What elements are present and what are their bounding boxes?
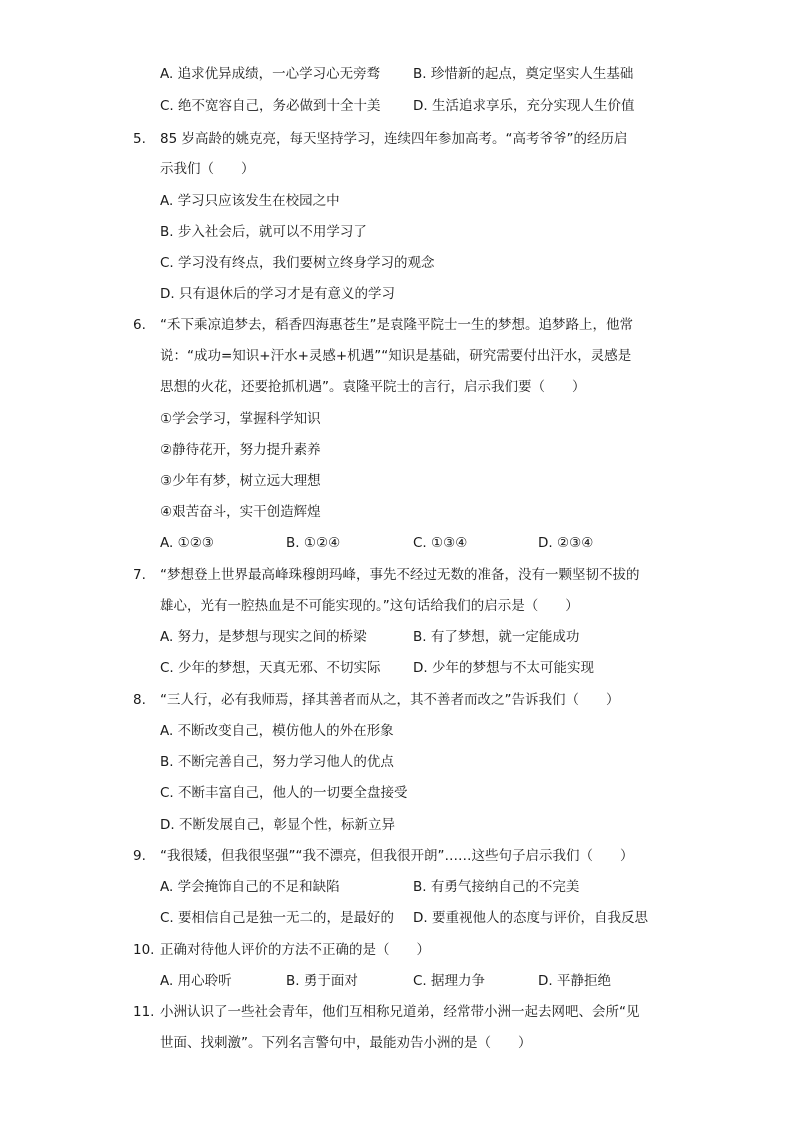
q5-number: 5. — [133, 131, 146, 147]
q10-option-b: B. 勇于面对 — [286, 973, 358, 989]
q4-option-a: A. 追求优异成绩，一心学习心无旁骛 — [160, 66, 381, 82]
q7-stem-line-1: “梦想登上世界最高峰珠穆朗玛峰，事先不经过无数的准备，没有一颗坚韧不拔的 — [160, 567, 640, 583]
q8-option-b: B. 不断完善自己，努力学习他人的优点 — [160, 754, 394, 770]
q7-option-b: B. 有了梦想，就一定能成功 — [413, 629, 580, 645]
q6-statement-2: ②静待花开，努力提升素养 — [160, 442, 321, 458]
q6-stem-line-1: “禾下乘凉追梦去，稻香四海惠苍生”是袁隆平院士一生的梦想。追梦路上，他常 — [160, 317, 633, 333]
q6-statement-3: ③少年有梦，树立远大理想 — [160, 473, 321, 489]
q5-option-c: C. 学习没有终点，我们要树立终身学习的观念 — [160, 255, 435, 271]
q6-statement-4: ④艰苦奋斗，实干创造辉煌 — [160, 504, 321, 520]
q5-option-d: D. 只有退休后的学习才是有意义的学习 — [160, 286, 395, 302]
q10-option-c: C. 据理力争 — [413, 973, 486, 989]
q9-number: 9. — [133, 848, 146, 864]
q8-number: 8. — [133, 692, 146, 708]
q5-stem-line-1: 85 岁高龄的姚克亮，每天坚持学习，连续四年参加高考。“高考爷爷”的经历启 — [160, 131, 628, 147]
q10-option-a: A. 用心聆听 — [160, 973, 232, 989]
q5-stem-line-2: 示我们（ ） — [160, 161, 255, 177]
q11-stem-line-2: 世面、找刺激”。下列名言警句中，最能劝告小洲的是（ ） — [160, 1035, 532, 1051]
q9-option-a: A. 学会掩饰自己的不足和缺陷 — [160, 879, 340, 895]
q8-option-c: C. 不断丰富自己，他人的一切要全盘接受 — [160, 785, 408, 801]
q6-statement-1: ①学会学习，掌握科学知识 — [160, 411, 321, 427]
q8-stem-line-1: “三人行，必有我师焉，择其善者而从之，其不善者而改之”告诉我们（ ） — [160, 692, 620, 708]
q9-stem-line-1: “我很矮，但我很坚强”“我不漂亮，但我很开朗”……这些句子启示我们（ ） — [160, 848, 634, 864]
q6-option-c: C. ①③④ — [413, 535, 468, 551]
q10-stem-line-1: 正确对待他人评价的方法不正确的是（ ） — [160, 942, 430, 958]
q5-option-b: B. 步入社会后，就可以不用学习了 — [160, 224, 367, 240]
q10-number: 10. — [133, 942, 155, 958]
q6-option-a: A. ①②③ — [160, 535, 214, 551]
q6-stem-line-3: 思想的火花，还要抢抓机遇”。袁隆平院士的言行，启示我们要（ ） — [160, 379, 586, 395]
q8-option-a: A. 不断改变自己，模仿他人的外在形象 — [160, 723, 394, 739]
q11-number: 11. — [133, 1004, 155, 1020]
q9-option-b: B. 有勇气接纳自己的不完美 — [413, 879, 580, 895]
q8-option-d: D. 不断发展自己，彰显个性，标新立异 — [160, 817, 395, 833]
q7-stem-line-2: 雄心，光有一腔热血是不可能实现的。”这句话给我们的启示是（ ） — [160, 598, 579, 614]
q7-option-d: D. 少年的梦想与不太可能实现 — [413, 660, 594, 676]
q7-option-a: A. 努力，是梦想与现实之间的桥梁 — [160, 629, 367, 645]
q9-option-d: D. 要重视他人的态度与评价，自我反思 — [413, 910, 648, 926]
q9-option-c: C. 要相信自己是独一无二的，是最好的 — [160, 910, 395, 926]
q6-number: 6. — [133, 317, 146, 333]
q7-option-c: C. 少年的梦想，天真无邪、不切实际 — [160, 660, 381, 676]
q7-number: 7. — [133, 567, 146, 583]
q6-stem-line-2: 说：“成功=知识+汗水+灵感+机遇”“知识是基础，研究需要付出汗水，灵感是 — [160, 348, 632, 364]
q4-option-b: B. 珍惜新的起点，奠定坚实人生基础 — [413, 66, 634, 82]
q10-option-d: D. 平静拒绝 — [538, 973, 611, 989]
q5-option-a: A. 学习只应该发生在校园之中 — [160, 193, 340, 209]
q4-option-d: D. 生活追求享乐，充分实现人生价值 — [413, 98, 635, 114]
q6-option-d: D. ②③④ — [538, 535, 594, 551]
q11-stem-line-1: 小洲认识了一些社会青年，他们互相称兄道弟，经常带小洲一起去网吧、会所“见 — [160, 1004, 640, 1020]
q4-option-c: C. 绝不宽容自己，务必做到十全十美 — [160, 98, 381, 114]
q6-option-b: B. ①②④ — [286, 535, 341, 551]
